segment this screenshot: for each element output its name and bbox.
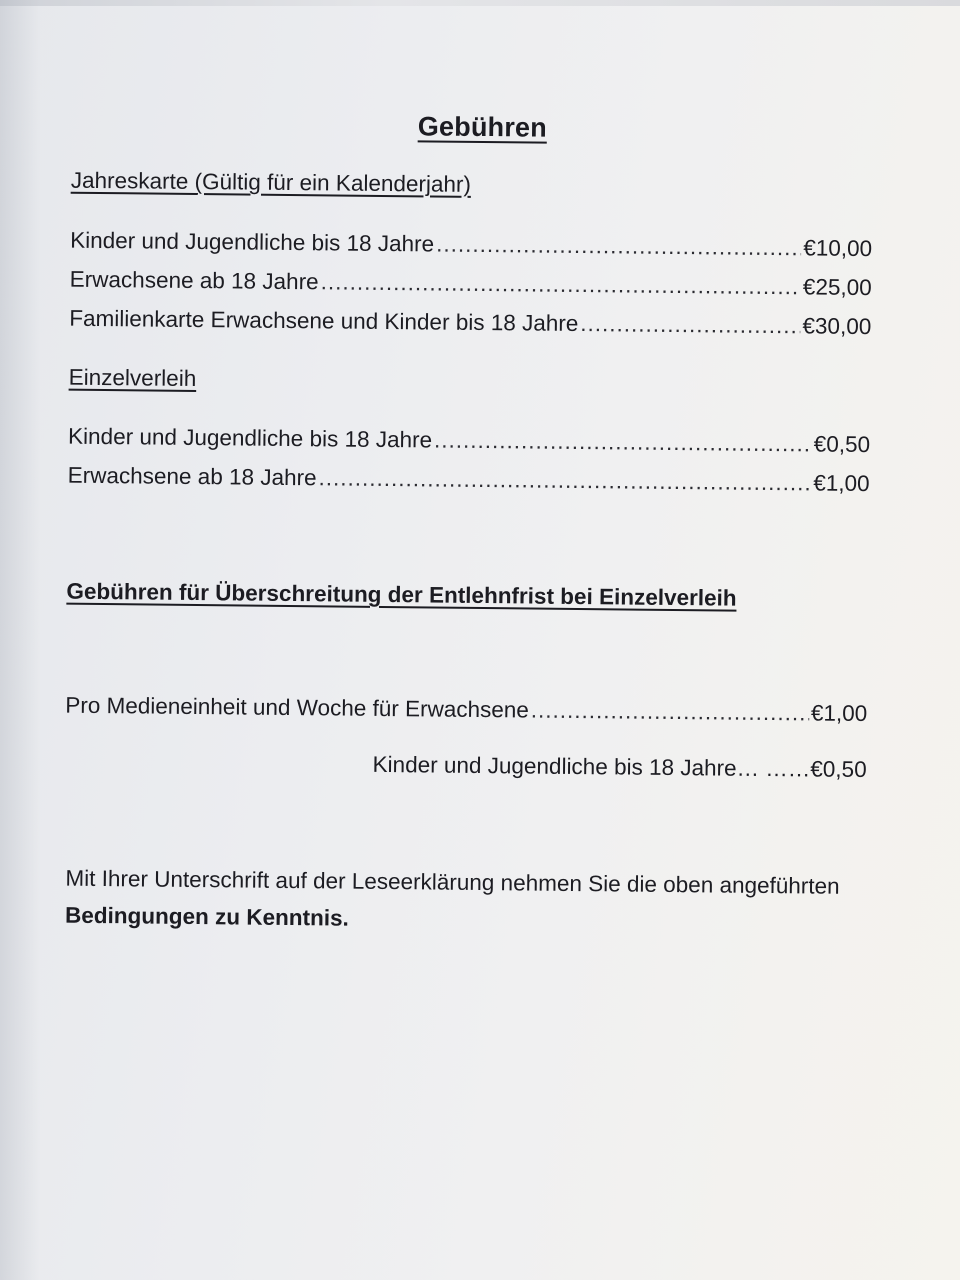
- annual-card-heading: Jahreskarte (Gültig für ein Kalenderjahr): [70, 167, 472, 197]
- signature-note: [65, 860, 866, 942]
- row-label: Pro Medieneinheit und Woche für Erwachsene: [65, 692, 530, 723]
- price-row-single-children: [68, 424, 870, 458]
- row-price: €1,00: [810, 700, 868, 727]
- price-row-overdue-children: Kinder und Jugendliche bis 18 Jahre… ……€0,50: [372, 751, 867, 783]
- row-price: €25,00: [802, 274, 872, 301]
- row-label: Erwachsene ab 18 Jahre: [67, 462, 317, 491]
- price-row-single-adults: [68, 463, 870, 497]
- overdue-fees-heading: Gebühren für Überschreitung der Entlehnfrist bei Einzelverleih: [66, 578, 737, 611]
- page-title: Gebühren: [417, 111, 548, 143]
- note-text: Mit Ihrer Unterschrift auf der Leseerklärung nehmen Sie die oben angeführten: [65, 865, 840, 899]
- row-price: €0,50: [813, 431, 871, 458]
- row-label: Kinder und Jugendliche bis 18 Jahre: [67, 423, 433, 453]
- row-label: Erwachsene ab 18 Jahre: [69, 266, 319, 295]
- price-row-annual-family: [69, 306, 871, 340]
- leader-dots: [434, 428, 812, 458]
- leader-dots: [436, 232, 801, 262]
- row-label: Kinder und Jugendliche bis 18 Jahre: [70, 227, 435, 257]
- row-price: €10,00: [803, 235, 873, 262]
- leader-dots: [318, 465, 811, 496]
- leader-dots: [531, 698, 809, 727]
- price-row-overdue-adults: [65, 693, 867, 727]
- row-price: €1,00: [813, 470, 870, 497]
- row-label: Familienkarte Erwachsene und Kinder bis 18 Jahre: [69, 305, 579, 337]
- single-loan-heading: Einzelverleih: [68, 364, 197, 392]
- leader-dots: [321, 269, 802, 300]
- row-price: €30,00: [802, 313, 872, 340]
- leader-dots: [580, 311, 800, 339]
- price-row-annual-adults: [70, 267, 872, 301]
- note-text-bold: Bedingungen zu Kenntnis.: [64, 902, 349, 931]
- price-row-annual-children: [70, 228, 872, 262]
